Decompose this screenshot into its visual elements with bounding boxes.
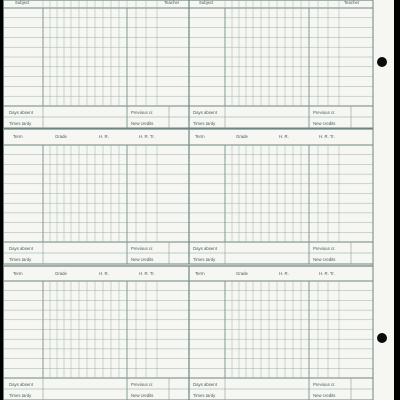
homeroom-teacher-label: H. R. Tr. [139, 271, 155, 276]
times-tardy-label: Times tardy [9, 121, 32, 126]
days-absent-label: Days absent [9, 246, 33, 251]
homeroom-teacher-label: H. R. Tr. [319, 134, 335, 139]
previous-credits-label: Previous cr. [131, 110, 154, 115]
subject-header-right: Subject [199, 0, 214, 5]
subject-header-left: Subject [15, 0, 30, 5]
grade-label: Grade [55, 271, 67, 276]
term-label: Term [13, 271, 23, 276]
homeroom-label: H. R. [279, 134, 289, 139]
new-credits-label: New credits [131, 121, 154, 126]
new-credits-label: New credits [313, 257, 336, 262]
new-credits-label: New credits [313, 121, 336, 126]
previous-credits-label: Previous cr. [313, 246, 336, 251]
days-absent-label: Days absent [193, 382, 217, 387]
term-label: Term [195, 271, 205, 276]
previous-credits-label: Previous cr. [313, 110, 336, 115]
times-tardy-label: Times tardy [193, 393, 216, 398]
term-label: Term [13, 134, 23, 139]
form-grid [3, 0, 394, 400]
days-absent-label: Days absent [9, 110, 33, 115]
homeroom-teacher-label: H. R. Tr. [319, 271, 335, 276]
days-absent-label: Days absent [193, 246, 217, 251]
times-tardy-label: Times tardy [9, 257, 32, 262]
homeroom-label: H. R. [99, 134, 109, 139]
new-credits-label: New credits [131, 393, 154, 398]
new-credits-label: New credits [131, 257, 154, 262]
homeroom-label: H. R. [99, 271, 109, 276]
grade-label: Grade [55, 134, 67, 139]
teacher-header-left: Teacher [164, 0, 180, 5]
times-tardy-label: Times tardy [193, 121, 216, 126]
grade-label: Grade [236, 271, 248, 276]
previous-credits-label: Previous cr. [313, 382, 336, 387]
days-absent-label: Days absent [193, 110, 217, 115]
days-absent-label: Days absent [9, 382, 33, 387]
times-tardy-label: Times tardy [9, 393, 32, 398]
previous-credits-label: Previous cr. [131, 382, 154, 387]
homeroom-label: H. R. [279, 271, 289, 276]
previous-credits-label: Previous cr. [131, 246, 154, 251]
new-credits-label: New credits [313, 393, 336, 398]
binder-hole [377, 57, 387, 67]
record-card [3, 0, 394, 400]
term-label: Term [195, 134, 205, 139]
binder-hole [377, 333, 387, 343]
teacher-header-right: Teacher [344, 0, 360, 5]
grade-label: Grade [236, 134, 248, 139]
homeroom-teacher-label: H. R. Tr. [139, 134, 155, 139]
times-tardy-label: Times tardy [193, 257, 216, 262]
